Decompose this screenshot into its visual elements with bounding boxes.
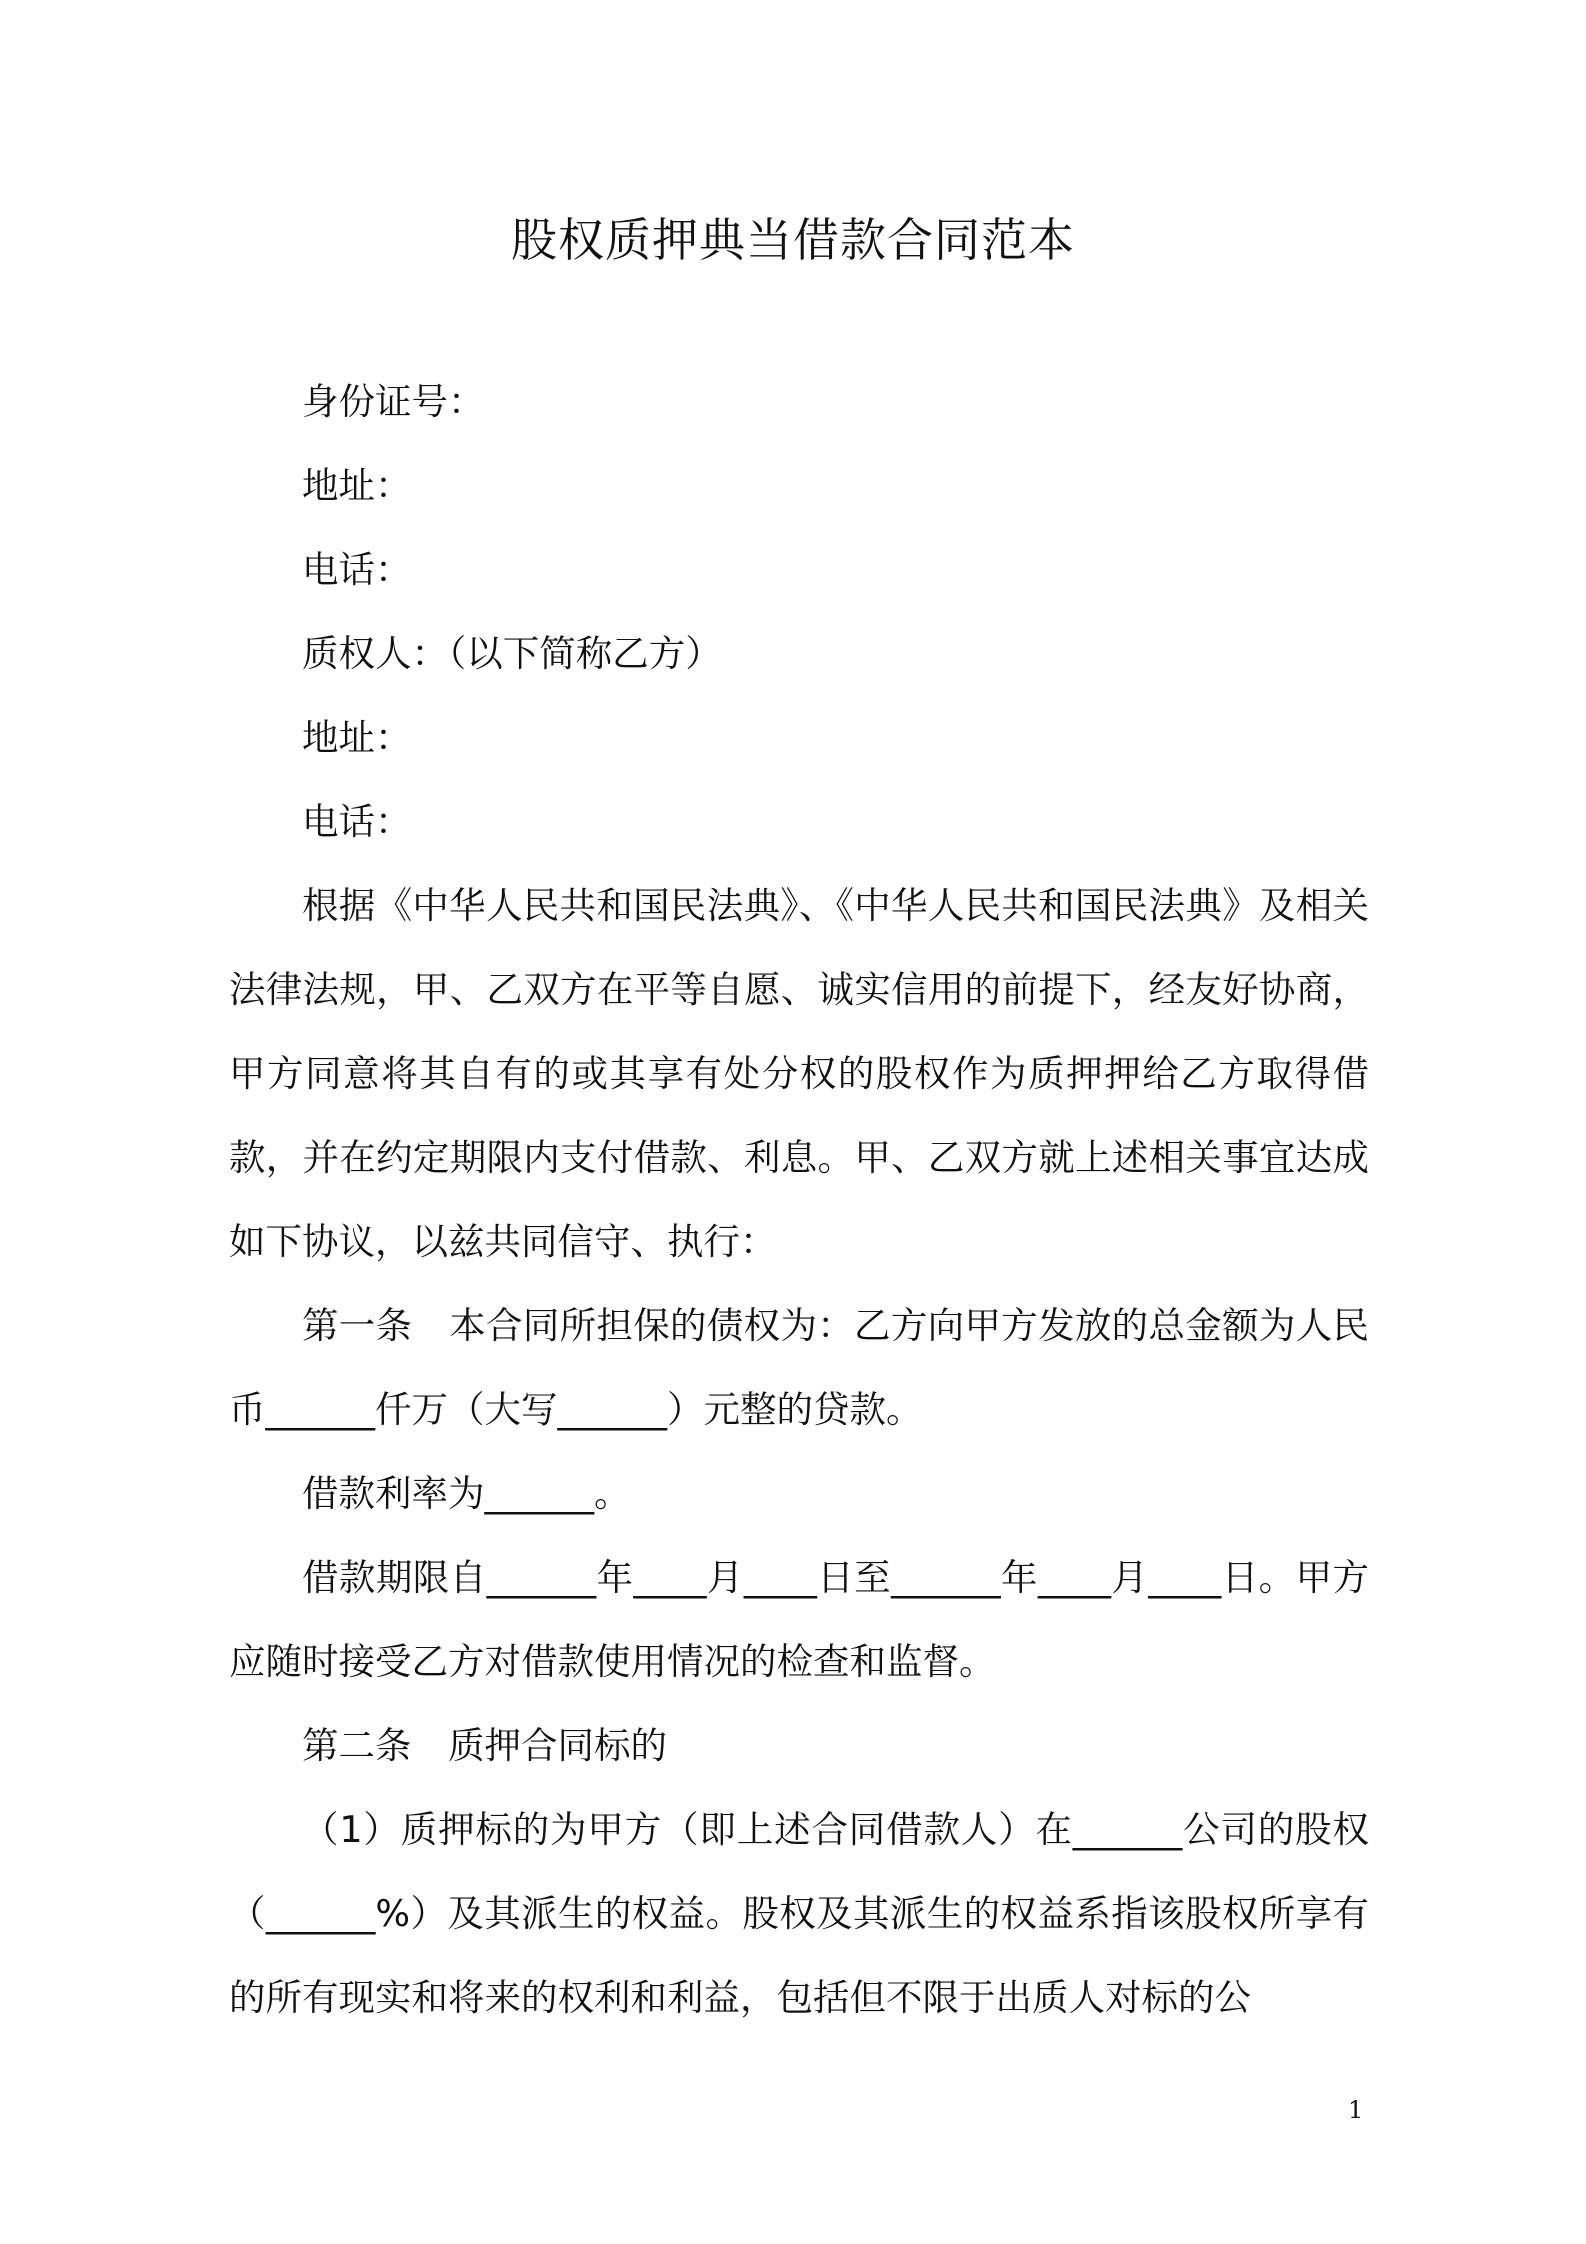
document-title: 股权质押典当借款合同范本	[511, 213, 1075, 267]
pledgee-line: 质权人：（以下简称乙方）	[302, 632, 722, 675]
interest-rate-paragraph: 借款利率为______。	[302, 1472, 631, 1515]
pledgee-address-line: 地址：	[302, 716, 412, 759]
article-2-heading: 第二条 质押合同标的	[302, 1724, 667, 1767]
id-number-line: 身份证号：	[302, 380, 485, 423]
preamble-paragraph: 根据《中华人民共和国民法典》、《中华人民共和国民法典》及相关法律法规，甲、乙双方在平等自愿、诚实信用的前提下，经友好协商，甲方同意将其自有的或其享有处分权的股权作为质押押给乙方取得借款，并在约定期限内支付借款、利息。甲、乙双方就上述相关事宜达成如下协议，以兹共同信守、执行：	[229, 884, 1369, 1263]
document-body	[229, 360, 1369, 2040]
address-line: 地址：	[302, 464, 412, 507]
pledgee-phone-line: 电话：	[302, 800, 412, 843]
page-number: 1	[1348, 2096, 1364, 2124]
loan-term-paragraph: 借款期限自______年____月____日至______年____月____日。甲方应随时接受乙方对借款使用情况的检查和监督。	[229, 1556, 1369, 1683]
phone-line: 电话：	[302, 548, 412, 591]
article-2-item-1-paragraph: （1）质押标的为甲方（即上述合同借款人）在______公司的股权（______%）及其派生的权益。股权及其派生的权益系指该股权所享有的所有现实和将来的权利和利益，包括但不限于出质人对标的公	[229, 1808, 1369, 2019]
article-1-paragraph: 第一条 本合同所担保的债权为：乙方向甲方发放的总金额为人民币______仟万（大写______）元整的贷款。	[229, 1304, 1369, 1431]
